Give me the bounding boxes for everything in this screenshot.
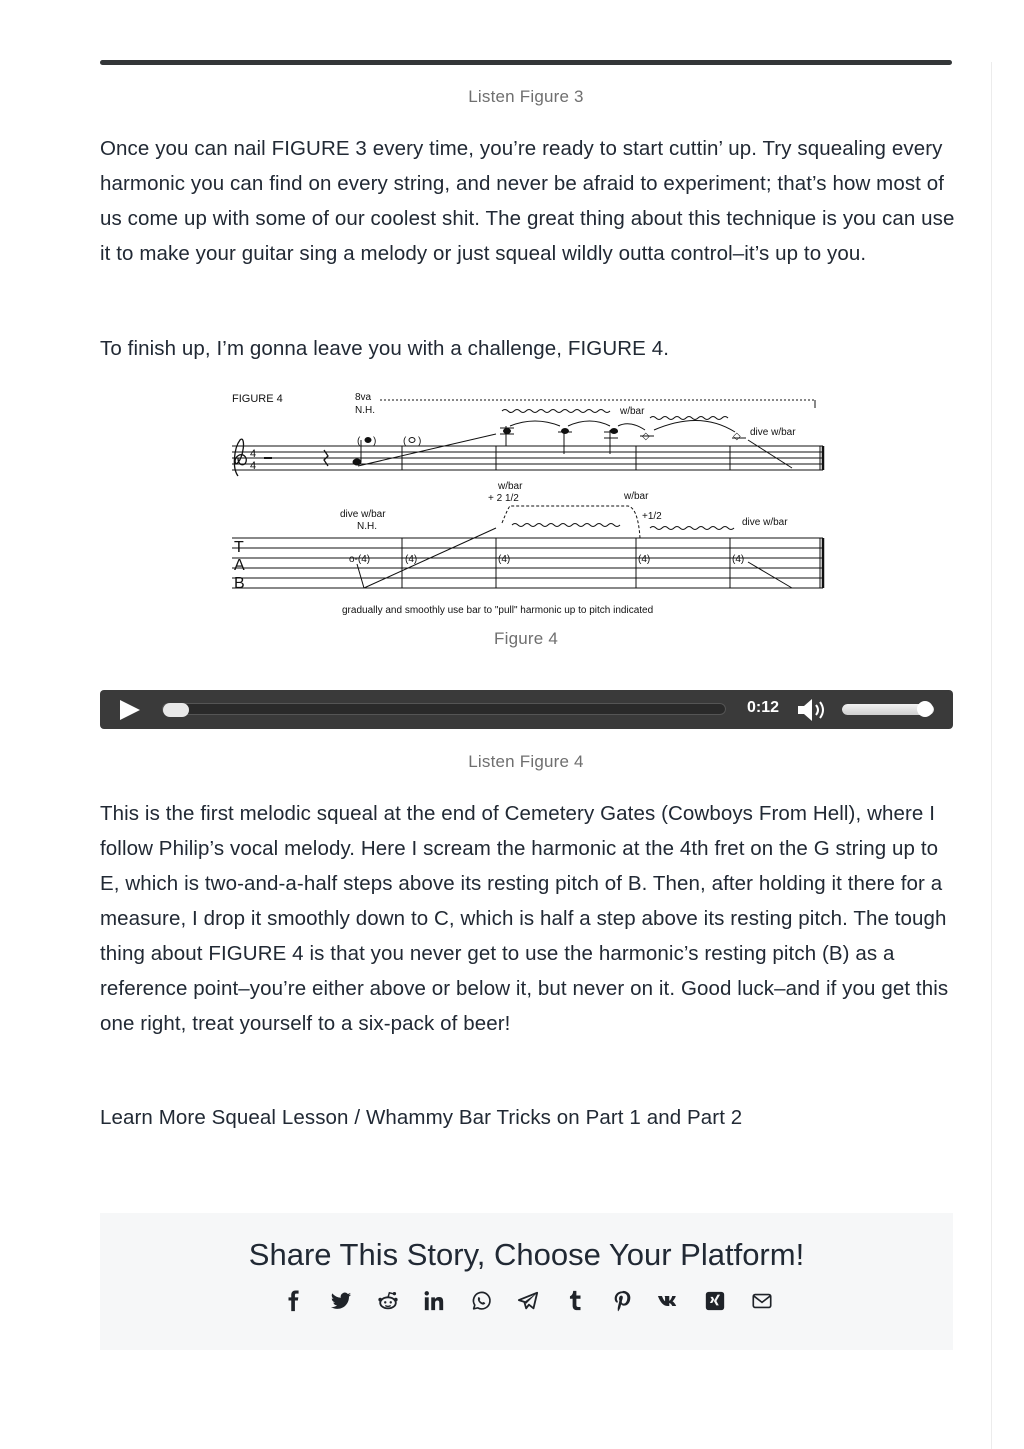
tab-fret-5: (4) bbox=[732, 554, 745, 565]
share-section bbox=[100, 1213, 953, 1350]
dive-wbar-label-staff: dive w/bar bbox=[750, 427, 796, 438]
nh-label: N.H. bbox=[355, 405, 375, 416]
whatsapp-icon bbox=[470, 1290, 492, 1312]
pinterest-share-button[interactable] bbox=[608, 1287, 636, 1315]
listen-figure-4-caption: Listen Figure 4 bbox=[468, 752, 584, 771]
vk-share-button[interactable] bbox=[654, 1287, 682, 1315]
mute-button[interactable] bbox=[796, 697, 830, 723]
reddit-share-button[interactable] bbox=[374, 1287, 402, 1315]
nh-label-tab: N.H. bbox=[357, 521, 377, 532]
svg-text:(: ( bbox=[357, 436, 361, 447]
tab-letter-t: T bbox=[234, 539, 244, 556]
paragraph-figure-3-followup: Once you can nail FIGURE 3 every time, you’re ready to start cuttin’ up. Try squealing every harmonic you can find on every string, and never be afraid to experiment; that’s how most of us come up with some of our coolest shit. The great thing about this technique is you can use it to make your guitar sing a melody or just squeal wildly outta control–it’s up to you. bbox=[100, 137, 955, 265]
linkedin-icon bbox=[423, 1290, 445, 1312]
tab-fret-open: o-(4) bbox=[349, 554, 371, 565]
tab-fret-3: (4) bbox=[498, 554, 511, 565]
vk-icon bbox=[657, 1290, 679, 1312]
xing-icon bbox=[704, 1290, 726, 1312]
share-icons-row bbox=[280, 1287, 776, 1315]
facebook-icon bbox=[283, 1290, 305, 1312]
linkedin-share-button[interactable] bbox=[420, 1287, 448, 1315]
plus-two-half-label: + 2 1/2 bbox=[488, 493, 519, 504]
svg-text:): ) bbox=[373, 436, 377, 447]
facebook-share-button[interactable] bbox=[280, 1287, 308, 1315]
play-icon bbox=[116, 698, 142, 722]
wbar-label-top: w/bar bbox=[620, 406, 645, 417]
dive-wbar-label-tab: dive w/bar bbox=[340, 509, 386, 520]
tab-fret-2: (4) bbox=[405, 554, 418, 565]
telegram-icon bbox=[517, 1290, 539, 1312]
seek-handle[interactable] bbox=[163, 703, 189, 717]
content-right-border bbox=[991, 62, 992, 1449]
twitter-icon bbox=[330, 1290, 352, 1312]
playback-time: 0:12 bbox=[746, 699, 780, 716]
time-signature-top: 4 bbox=[250, 448, 257, 460]
wbar-label-right: w/bar bbox=[624, 491, 649, 502]
tumblr-icon bbox=[564, 1290, 586, 1312]
previous-audio-player-edge bbox=[100, 60, 952, 65]
notation-title: FIGURE 4 bbox=[232, 393, 283, 405]
svg-text:◇: ◇ bbox=[733, 431, 741, 442]
tumblr-share-button[interactable] bbox=[561, 1287, 589, 1315]
volume-handle[interactable] bbox=[917, 701, 933, 717]
share-title: Share This Story, Choose Your Platform! bbox=[248, 1237, 805, 1272]
tab-letter-a: A bbox=[234, 557, 245, 574]
paragraph-cemetery-gates: This is the first melodic squeal at the end of Cemetery Gates (Cowboys From Hell), where I follow Philip’s vocal melody. Here I scream the harmonic at the 4th fret on the G string up to E, which is two-and-a-half steps above its resting pitch of B. Then, after holding it there for a measure, I drop it smoothly down to C, which is half a step above its resting pitch. The tough thing about FIGURE 4 is that you never get to use the harmonic’s resting pitch (B) as a reference point–you’re either above or below it, but never on it. Good luck–and if you get this one right, treat yourself to a six-pack of beer! bbox=[100, 802, 949, 1035]
telegram-share-button[interactable] bbox=[514, 1287, 542, 1315]
reddit-icon bbox=[377, 1290, 399, 1312]
wbar-label-mid: w/bar bbox=[498, 481, 523, 492]
notation-footer: gradually and smoothly use bar to "pull" harmonic up to pitch indicated bbox=[342, 605, 654, 616]
svg-text:(: ( bbox=[403, 436, 407, 447]
dive-wbar-label-right: dive w/bar bbox=[742, 517, 788, 528]
figure-4-caption: Figure 4 bbox=[494, 629, 558, 648]
svg-text:◇: ◇ bbox=[642, 431, 650, 442]
octave-mark: 8va bbox=[355, 392, 372, 403]
learn-more-link[interactable]: Learn More Squeal Lesson / Whammy Bar Tricks on Part 1 and Part 2 bbox=[100, 1106, 743, 1129]
pinterest-icon bbox=[611, 1290, 633, 1312]
email-icon bbox=[751, 1290, 773, 1312]
paragraph-challenge-intro: To finish up, I’m gonna leave you with a challenge, FIGURE 4. bbox=[100, 337, 670, 360]
seek-bar[interactable] bbox=[162, 703, 726, 715]
xing-share-button[interactable] bbox=[701, 1287, 729, 1315]
play-button[interactable] bbox=[116, 698, 142, 722]
svg-text:): ) bbox=[418, 436, 422, 447]
plus-half-label: +1/2 bbox=[642, 511, 662, 522]
volume-icon bbox=[796, 697, 830, 723]
tab-fret-4: (4) bbox=[638, 554, 651, 565]
twitter-share-button[interactable] bbox=[327, 1287, 355, 1315]
figure-4-notation-image bbox=[230, 388, 826, 618]
email-share-button[interactable] bbox=[748, 1287, 776, 1315]
time-signature-bottom: 4 bbox=[250, 460, 257, 472]
listen-figure-3-caption: Listen Figure 3 bbox=[468, 87, 584, 106]
paragraph-learn-more bbox=[100, 1100, 956, 1135]
whatsapp-share-button[interactable] bbox=[467, 1287, 495, 1315]
tab-letter-b: B bbox=[234, 575, 245, 592]
